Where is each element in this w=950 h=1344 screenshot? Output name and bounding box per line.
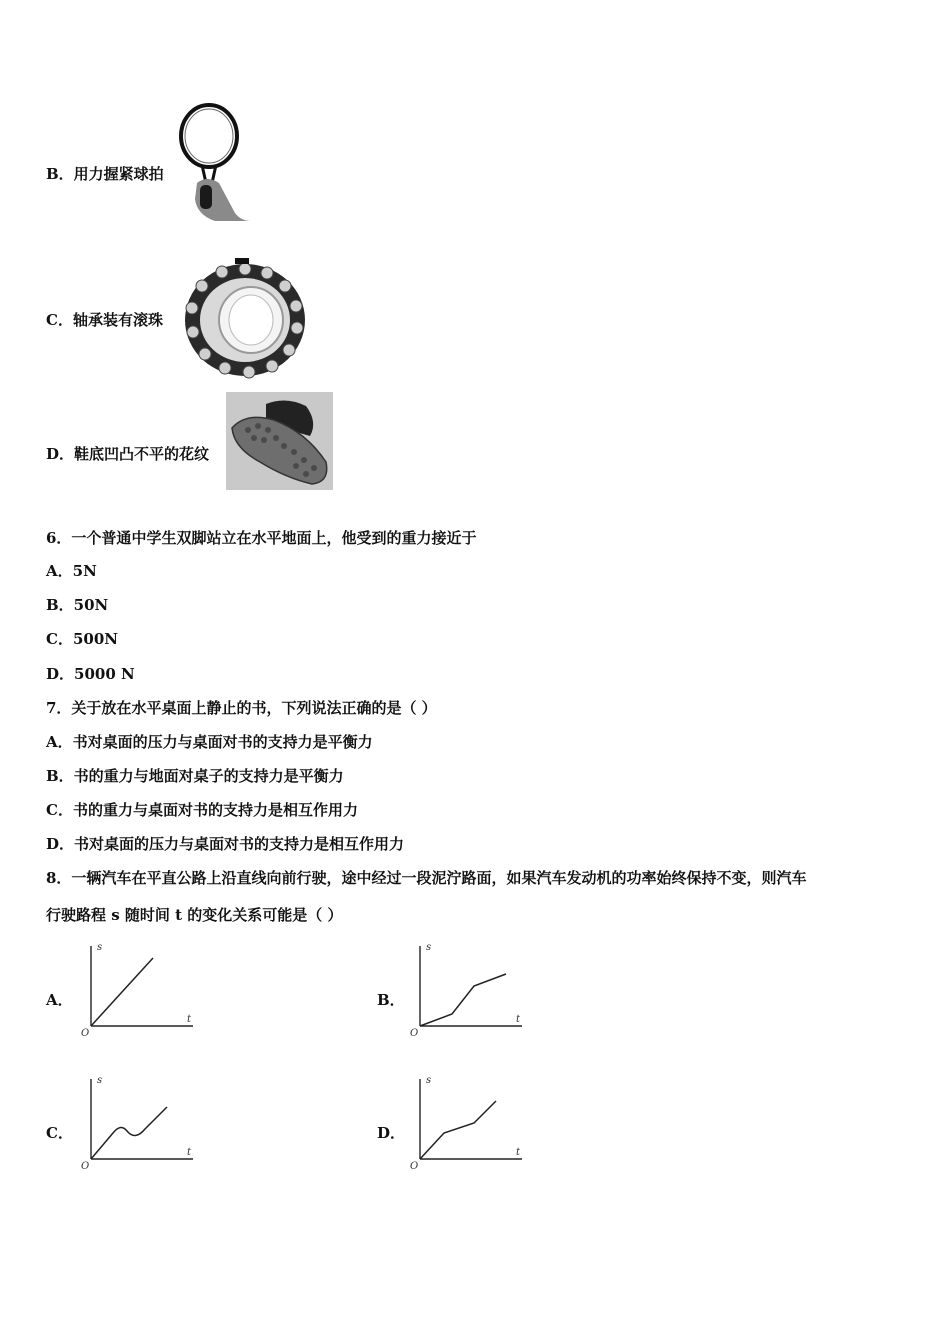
q5-option-b: B．用力握紧球拍 (46, 165, 164, 183)
q8-graph-c (75, 1071, 200, 1176)
q7-option-d: D．书对桌面的压力与桌面对书的支持力是相互作用力 (46, 835, 405, 853)
q7-option-a: A．书对桌面的压力与桌面对书的支持力是平衡力 (46, 733, 373, 751)
origin-label: O (81, 1028, 90, 1039)
x-axis-label: t (187, 1014, 192, 1025)
q8-option-c-label: C． (46, 1124, 73, 1142)
x-axis-label: t (516, 1014, 521, 1025)
shoe-sole-pattern-photo (226, 392, 333, 490)
tennis-racket-grip-photo (175, 103, 255, 223)
q8-option-d-label: D． (377, 1124, 406, 1142)
q6-option-d: D．5000 N (46, 665, 135, 683)
y-axis-label: s (97, 1075, 103, 1086)
y-axis-label: s (426, 1075, 432, 1086)
q7-option-c: C．书的重力与桌面对书的支持力是相互作用力 (46, 801, 358, 819)
q6-stem: 6．一个普通中学生双脚站立在水平地面上，他受到的重力接近于 (46, 529, 477, 547)
q7-stem: 7．关于放在水平桌面上静止的书，下列说法正确的是（ ） (46, 699, 437, 717)
origin-label: O (81, 1161, 90, 1172)
s-t-curve (91, 958, 153, 1026)
q8-option-b-label: B． (377, 991, 405, 1009)
q8-graph-b (404, 938, 529, 1043)
q8-stem-line2: 行驶路程 s 随时间 t 的变化关系可能是（ ） (46, 906, 343, 924)
s-t-curve (91, 1107, 167, 1159)
q8-stem-line1: 8．一辆汽车在平直公路上沿直线向前行驶，途中经过一段泥泞路面，如果汽车发动机的功率始终保持不变，则汽车 (46, 869, 807, 887)
q8-option-a-label: A． (46, 991, 73, 1009)
origin-label: O (410, 1161, 419, 1172)
x-axis-label: t (516, 1147, 521, 1158)
x-axis-label: t (187, 1147, 192, 1158)
q5-option-c: C．轴承装有滚珠 (46, 311, 163, 329)
q5-option-d: D．鞋底凹凸不平的花纹 (46, 445, 210, 463)
q6-option-c: C．500N (46, 630, 118, 648)
q8-graph-a (75, 938, 200, 1043)
ball-bearing-photo (177, 258, 307, 380)
y-axis-label: s (426, 942, 432, 953)
q6-option-b: B．50N (46, 596, 109, 614)
s-t-curve (420, 974, 506, 1026)
q6-option-a: A．5N (46, 562, 97, 580)
origin-label: O (410, 1028, 419, 1039)
s-t-curve (420, 1101, 496, 1159)
q8-graph-d (404, 1071, 529, 1176)
q7-option-b: B．书的重力与地面对桌子的支持力是平衡力 (46, 767, 344, 785)
y-axis-label: s (97, 942, 103, 953)
